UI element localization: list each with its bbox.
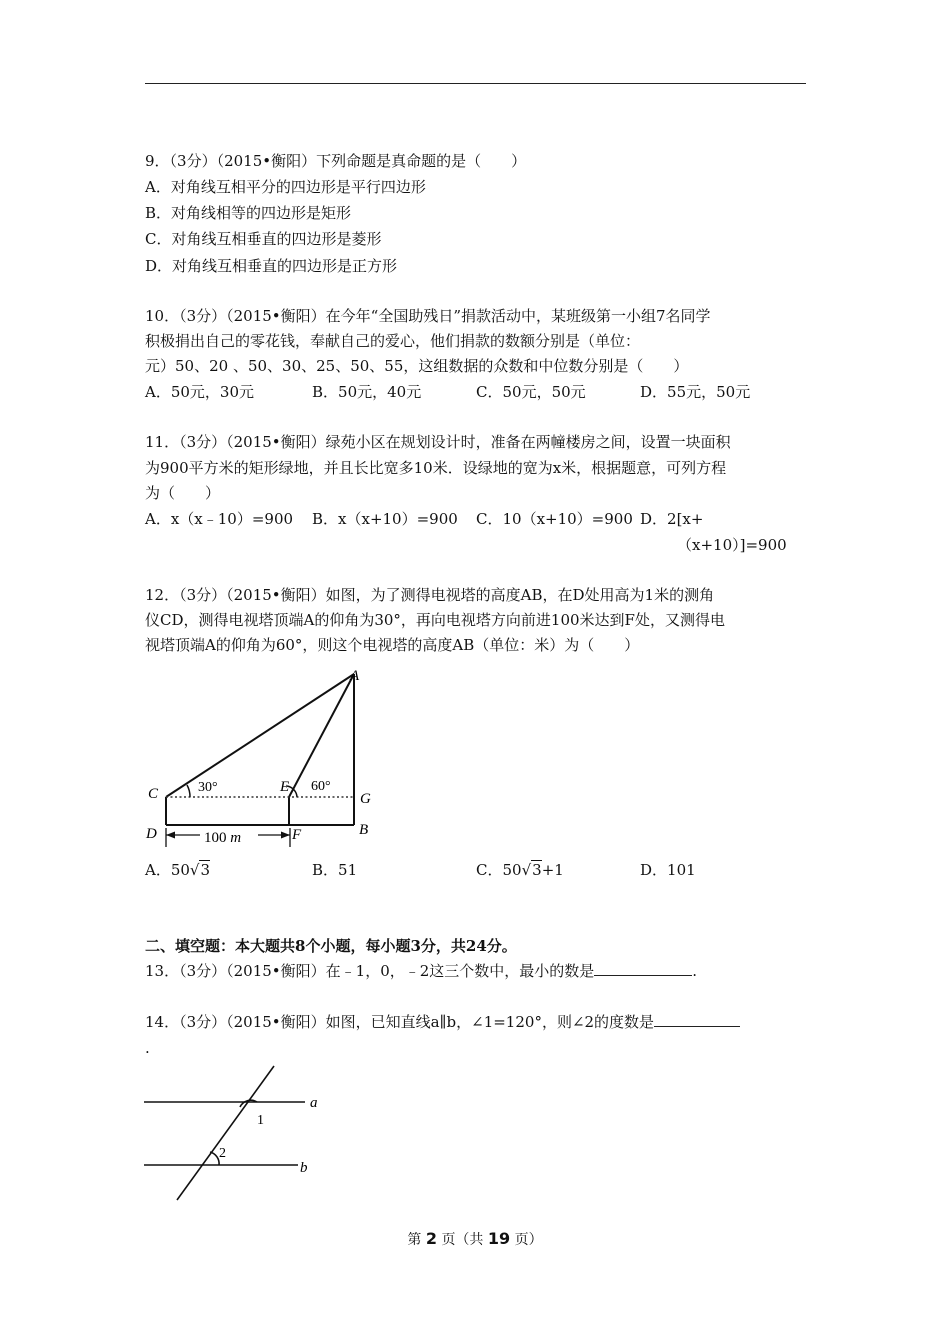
q11-line-1: 11．（3分）（2015•衡阳）绿苑小区在规划设计时，准备在两幢楼房之间，设置一块面积 xyxy=(145,433,731,451)
sqrt-icon: √3 xyxy=(189,861,211,879)
arrow-left-icon xyxy=(166,832,175,839)
angle-2-arc xyxy=(210,1152,219,1165)
angle-2-label: 2 xyxy=(219,1146,226,1161)
arrow-right-icon xyxy=(281,832,290,839)
q12-line-1: 12．（3分）（2015•衡阳）如图，为了测得电视塔的高度AB，在D处用高为1米的测角 xyxy=(145,586,715,604)
page-footer: 第 2 页（共 19 页） xyxy=(407,1229,543,1248)
angle-30-label: 30° xyxy=(198,780,218,795)
q11-option-d-continued: （x+10）]=900 xyxy=(677,536,787,554)
angle-1-label: 1 xyxy=(257,1113,264,1128)
q11-option-c: C．10（x+10）=900 xyxy=(476,510,633,528)
total-pages: 19 xyxy=(487,1229,511,1248)
q9-stem: 9．（3分）（2015•衡阳）下列命题是真命题的是（ ） xyxy=(145,152,527,170)
label-line-b: b xyxy=(300,1160,308,1176)
q12-line-3: 视塔顶端A的仰角为60°，则这个电视塔的高度AB（单位：米）为（ ） xyxy=(145,636,640,654)
label-line-a: a xyxy=(310,1095,318,1111)
q14-period: . xyxy=(145,1039,150,1057)
q9-option-b: B．对角线相等的四边形是矩形 xyxy=(145,204,352,222)
q13-answer-blank xyxy=(594,961,692,976)
transversal xyxy=(177,1066,274,1200)
q10-line-1: 10．（3分）（2015•衡阳）在今年“全国助残日”捐款活动中，某班级第一小组7名同学 xyxy=(145,307,711,325)
q12-line-2: 仪CD，测得电视塔顶端A的仰角为30°，再向电视塔方向前进100米达到F处，又测得电 xyxy=(145,611,725,629)
q11-option-a: A．x（x﹣10）=900 xyxy=(145,510,294,528)
q14: 14．（3分）（2015•衡阳）如图，已知直线a∥b，∠1=120°，则∠2的度数是 xyxy=(145,1012,740,1032)
tv-tower-figure xyxy=(140,662,390,852)
label-a: A xyxy=(350,668,360,684)
q10-option-c: C．50元，50元 xyxy=(476,383,586,401)
q12-option-d: D．101 xyxy=(640,861,696,879)
sqrt-icon: √3 xyxy=(521,861,542,879)
label-c: C xyxy=(148,786,159,802)
label-d: D xyxy=(146,826,157,842)
q9-option-c: C．对角线互相垂直的四边形是菱形 xyxy=(145,230,382,248)
label-f: F xyxy=(292,827,302,843)
current-page: 2 xyxy=(425,1229,437,1248)
q11-option-b: B．x（x+10）=900 xyxy=(312,510,458,528)
q12-option-c: C．50√3+1 xyxy=(476,861,564,879)
q11-option-d: D．2[x+ xyxy=(640,510,704,528)
q10-option-d: D．55元，50元 xyxy=(640,383,751,401)
q11-line-2: 为900平方米的矩形绿地，并且长比宽多10米．设绿地的宽为x米，根据题意，可列方程 xyxy=(145,459,727,477)
q12-option-b: B．51 xyxy=(312,861,358,879)
distance-label: 100 m xyxy=(204,830,242,846)
label-g: G xyxy=(360,791,371,807)
label-b: B xyxy=(359,822,369,838)
angle-60-label: 60° xyxy=(311,779,331,794)
q10-option-b: B．50元，40元 xyxy=(312,383,422,401)
parallel-lines-figure xyxy=(140,1062,340,1207)
q9-option-a: A．对角线互相平分的四边形是平行四边形 xyxy=(145,178,426,196)
q12-option-a: A．50√3 xyxy=(145,861,211,879)
q14-answer-blank xyxy=(654,1012,740,1027)
q13: 13．（3分）（2015•衡阳）在﹣1，0，﹣2这三个数中，最小的数是 . xyxy=(145,962,698,980)
q10-line-2: 积极捐出自己的零花钱，奉献自己的爱心，他们捐款的数额分别是（单位： xyxy=(145,332,641,350)
angle-30-arc xyxy=(187,785,190,797)
q9-option-d: D．对角线互相垂直的四边形是正方形 xyxy=(145,257,398,275)
section-2-title: 二、填空题：本大题共8个小题，每小题3分，共24分。 xyxy=(145,937,517,955)
header-rule xyxy=(145,83,806,84)
q11-line-3: 为（ ） xyxy=(145,484,221,502)
q10-line-3: 元）50、20 、50、30、25、50、55，这组数据的众数和中位数分别是（ ） xyxy=(145,357,689,375)
label-e: E xyxy=(280,779,290,795)
q10-option-a: A．50元，30元 xyxy=(145,383,255,401)
